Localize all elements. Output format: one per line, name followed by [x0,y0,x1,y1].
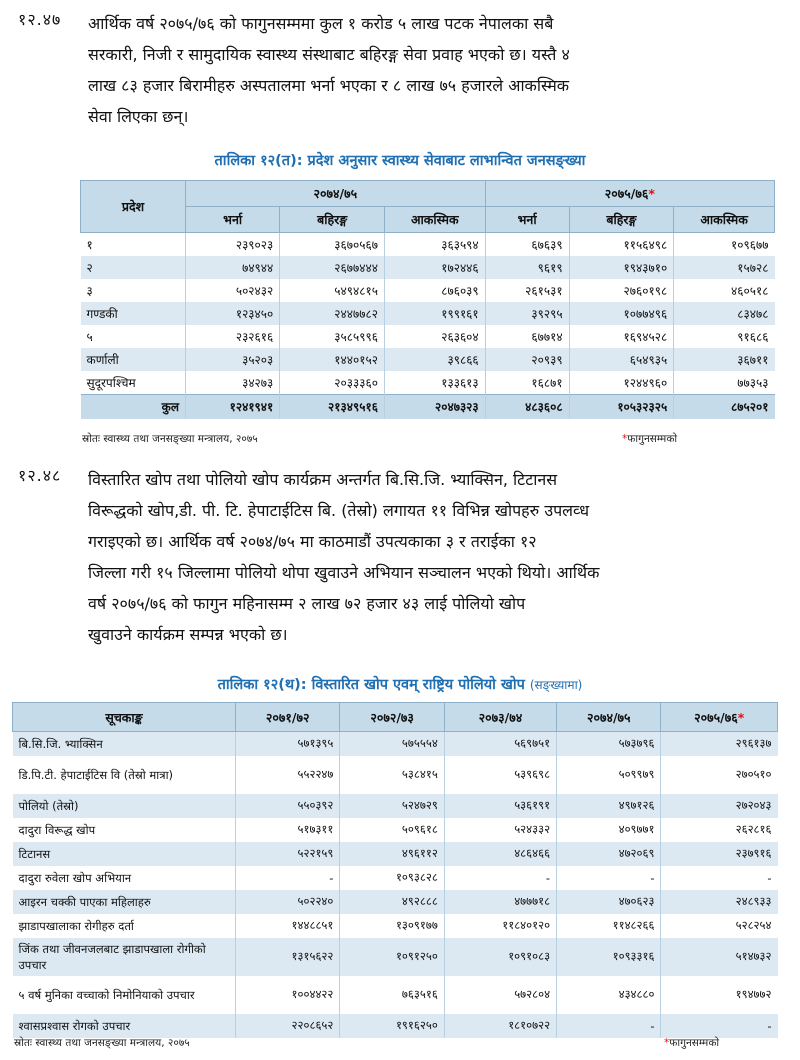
col-header: २०७४/७५ [557,703,661,732]
table-row [13,938,778,976]
table-cell: २७०५१० [661,756,778,794]
table-cell: १५७२८ [674,256,775,279]
table-cell: २६१५३१ [485,279,569,302]
table-cell: ४९६११२ [340,842,444,866]
year-label: २०७५/७६ [604,186,649,201]
table-cell: १०७७४९६ [569,302,674,325]
table-row [13,794,778,818]
col-header: २०७१/७२ [236,703,340,732]
table-row [81,302,775,325]
row-label: पोलियो (तेस्रो) [13,794,236,818]
table-cell: ८७६०३९ [384,279,485,302]
table-cell: ३५८५९९६ [280,325,385,348]
table-cell: ५२२१५९ [236,842,340,866]
caption-title: तालिका १२(थ): विस्तारित खोप एवम् राष्ट्रिय पोलियो खोप [217,677,525,693]
table-row [81,233,775,257]
row-label: १ [86,238,93,252]
table-row [13,756,778,794]
table-cell: १२४४९६० [569,371,674,395]
row-label: दादुरा विरूद्ध खोप [18,822,96,837]
table2 [12,702,778,1038]
paragraph-number: १२.४७ [18,10,62,29]
table-cell: २३९०२३ [186,233,280,257]
paragraph-12-47 [18,8,778,132]
table-row [13,818,778,842]
asterisk-mark: * [737,709,745,725]
table-cell: ४७०६२३ [557,890,661,914]
table-cell: - [236,866,340,890]
table-cell: ५०९६१८ [340,818,444,842]
table-cell: १०९१०८३ [444,938,556,976]
total-cell: ८७५२०१ [674,395,775,419]
table2-note: *फागुनसम्मको [664,1037,720,1049]
table-cell: २२०८६५२ [236,1014,340,1038]
table1-body [81,233,775,419]
row-label: गण्डकी [81,302,186,325]
table-row [81,279,775,302]
table-row [81,325,775,348]
table-cell: - [557,1014,661,1038]
table-cell: ५३६१९१ [444,794,556,818]
col-header: २०७३/७४ [444,703,556,732]
table-cell: ५५२२४७ [236,756,340,794]
table-cell: १०९६७७ [674,233,775,257]
table1-note: *फागुनसम्मको [622,433,678,445]
table-cell: ७७३५३ [674,371,775,395]
table-cell: १९९१६१ [384,302,485,325]
table1-source: स्रोतः स्वास्थ्य तथा जनसङ्ख्या मन्त्रालय, २०७५ [82,433,258,445]
table-cell: १३३६१३ [384,371,485,395]
row-label: सुदूरपश्चिम [86,376,136,390]
table-cell: ४९७१२६ [557,794,661,818]
table-cell: २४८९३३ [661,890,778,914]
table-cell: २६२८१६ [661,818,778,842]
table-cell: १६९४५२८ [569,325,674,348]
table-cell: १८१०७२२ [444,1014,556,1038]
table-cell: ९१६८६ [674,325,775,348]
paragraph-line: वर्ष २०७५/७६ को फागुन महिनासम्म २ लाख ७२ हजार ४३ लाई पोलियो खोप [88,594,526,613]
row-label: श्वासप्रश्वास रोगको उपचार [13,1014,236,1038]
table-cell: ५२४७२९ [340,794,444,818]
paragraph-line: गराइएको छ। आर्थिक वर्ष २०७४/७५ मा काठमाडौं उपत्यकाका ३ र तराईका १२ [88,532,537,551]
table-cell: १९४७७२ [661,976,778,1014]
table2-caption [0,674,800,694]
total-cell: २१३४९५१६ [280,395,385,419]
table-cell: १०९१२५० [340,938,444,976]
table-cell: ५०२२४० [236,890,340,914]
table-cell: ५७१३९५ [236,732,340,756]
table-cell: १२३४५० [186,302,280,325]
table1 [80,180,775,419]
table1-year2-header [485,181,774,207]
table-cell: २७२०४३ [661,794,778,818]
year-label: २०७५/७६ [694,709,738,725]
table-cell: - [661,1014,778,1038]
paragraph-line: विरूद्धको खोप,डी. पी. टि. हेपाटाईटिस बि. (तेस्रो) लगायत ११ विभिन्न खोपहरु उपलव्ध [88,501,590,520]
total-cell: २०४७३२३ [384,395,485,419]
paragraph-line: लाख ८३ हजार बिरामीहरु अस्पतालमा भर्ना भएका र ८ लाख ७५ हजारले आकस्मिक [88,76,570,95]
paragraph-number: १२.४८ [18,466,62,485]
table-cell: १९१६२५० [340,1014,444,1038]
table-total-row [81,395,775,419]
table-cell: ५३८४१५ [340,756,444,794]
col-header [661,703,778,732]
table-cell: ४०९७७१ [557,818,661,842]
table-cell: ६७६३९ [485,233,569,257]
row-label: बि.सि.जि. भ्याक्सिन [13,732,236,756]
paragraph-line: विस्तारित खोप तथा पोलियो खोप कार्यक्रम अन्तर्गत बि.सि.जि. भ्याक्सिन, टिटानस [88,470,558,489]
table-row [13,842,778,866]
col-header: बहिरङ्ग [569,207,674,233]
table-cell: ६७७१४ [485,325,569,348]
table1-row-header: प्रदेश [81,181,186,233]
table-cell: ३९८६६ [384,348,485,371]
table-row [13,732,778,756]
table2-body [13,732,778,1038]
row-label: आइरन चक्की पाएका महिलाहरु [13,890,236,914]
table-cell: ४७२०६९ [557,842,661,866]
paragraph-12-48 [18,464,778,650]
table-cell: ११५६४९८ [569,233,674,257]
table1-caption: तालिका १२(त): प्रदेश अनुसार स्वास्थ्य सेवाबाट लाभान्वित जनसङ्ख्या [214,153,586,169]
table-cell: ६५४९३५ [569,348,674,371]
row-label: ३ [86,284,93,298]
table-cell: १९४३७१० [569,256,674,279]
table-row [13,914,778,938]
row-label: डि.पि.टी. हेपाटाईटिस वि (तेस्रो मात्रा) [18,767,174,782]
table-cell: ५०२४३२ [186,279,280,302]
table-cell: - [557,866,661,890]
total-label: कुल [81,395,186,419]
table-cell: ३५२०३ [186,348,280,371]
table-cell: ५७२८०४ [444,976,556,1014]
table-cell: ४७७७१८ [444,890,556,914]
table-cell: ४९२८८८ [340,890,444,914]
table-cell: १३१५६२२ [236,938,340,976]
table-cell: ५२४३३२ [444,818,556,842]
note-text: फागुनसम्मको [669,1037,720,1049]
col-header: भर्ना [485,207,569,233]
col-header: सूचकाङ्क [13,703,236,732]
table-cell: ५१७३११ [236,818,340,842]
row-label: झाडापखालाका रोगीहरु दर्ता [18,918,134,933]
total-cell: ४८३६०८ [485,395,569,419]
table-cell: ३६३५९४ [384,233,485,257]
table-cell: २९६१३७ [661,732,778,756]
table-cell: ३६७११ [674,348,775,371]
paragraph-line: सरकारी, निजी र सामुदायिक स्वास्थ्य संस्थाबाट बहिरङ्ग सेवा प्रवाह भएको छ। यस्तै ४ [88,45,570,64]
table-cell: ७४९४४ [186,256,280,279]
total-cell: १०५३२३२५ [569,395,674,419]
caption-unit: (सङ्ख्यामा) [529,678,583,692]
table-cell: ५४९४८१५ [280,279,385,302]
paragraph-text [88,8,778,132]
table-cell: ३९२९५ [485,302,569,325]
table-cell: १६८७१ [485,371,569,395]
table-cell: १४४८८५१ [236,914,340,938]
table-row [81,348,775,371]
table-row [81,256,775,279]
table-cell: ४८६४६६ [444,842,556,866]
table-cell: १७२४४६ [384,256,485,279]
table-cell: २४४७७८२ [280,302,385,325]
row-label: दादुरा रुवेला खोप अभियान [18,870,132,885]
total-cell: १२४१९४१ [186,395,280,419]
table-cell: ३४२७३ [186,371,280,395]
table-cell: ५२८२५४ [661,914,778,938]
paragraph-line: खुवाउने कार्यक्रम सम्पन्न भएको छ। [88,625,288,644]
asterisk-mark: * [648,186,655,201]
paragraph-text [88,464,778,650]
row-label: कर्णाली [81,348,186,371]
table-cell: २०९३९ [485,348,569,371]
table-cell: २६७७४४४ [280,256,385,279]
table-row [13,890,778,914]
table-cell: १३०९१७७ [340,914,444,938]
table-cell: - [444,866,556,890]
table-cell: २०३३३६० [280,371,385,395]
row-label: २ [81,256,186,279]
table-cell: १४४०१५२ [280,348,385,371]
table-cell: ५७३७९६ [557,732,661,756]
table-row [13,976,778,1014]
table-cell: - [661,866,778,890]
col-header: २०७२/७३ [340,703,444,732]
table-cell: ७६३५१६ [340,976,444,1014]
paragraph-line: सेवा लिएका छन्। [88,107,189,126]
col-header: आकस्मिक [674,207,775,233]
table-row [13,866,778,890]
table1-year1-header: २०७४/७५ [186,181,486,207]
table-cell: ५०९९७९ [557,756,661,794]
table-cell: ५३९६९८ [444,756,556,794]
table-cell: २३२६१६ [186,325,280,348]
table-cell: ५५०३९२ [236,794,340,818]
col-header: आकस्मिक [384,207,485,233]
table-cell: ४६०५१८ [674,279,775,302]
row-label: टिटानस [13,842,236,866]
table-cell: १०९३८२८ [340,866,444,890]
row-label: ५ [86,330,93,344]
table-cell: ११४८२६६ [557,914,661,938]
row-label: जिंक तथा जीवनजलबाट झाडापखाला रोगीको उपचार [13,938,236,976]
table-cell: ५७५५५४ [340,732,444,756]
table-cell: ५१४७३२ [661,938,778,976]
table-cell: १००४४२२ [236,976,340,1014]
note-text: फागुनसम्मको [627,433,678,445]
table-cell: २६३६०४ [384,325,485,348]
table-cell: ११८४०१२० [444,914,556,938]
table-row [13,1014,778,1038]
table-row [81,371,775,395]
table-cell: ४३४८८० [557,976,661,1014]
col-header: भर्ना [186,207,280,233]
paragraph-line: आर्थिक वर्ष २०७५/७६ को फागुनसम्ममा कुल १ करोड ५ लाख पटक नेपालका सबै [88,14,554,33]
table-cell: २३७९१६ [661,842,778,866]
table-cell: २७६०१९८ [569,279,674,302]
col-header: बहिरङ्ग [280,207,385,233]
table-cell: ९६१९ [485,256,569,279]
table-cell: ५६९७५१ [444,732,556,756]
row-label: ५ वर्ष मुनिका वच्चाको निमोनियाको उपचार [18,987,195,1002]
table-cell: ८३४७८ [674,302,775,325]
paragraph-line: जिल्ला गरी १५ जिल्लामा पोलियो थोपा खुवाउने अभियान सञ्चालन भएको थियो। आर्थिक [88,563,600,582]
table2-source: स्रोतः स्वास्थ्य तथा जनसङ्ख्या मन्त्रालय, २०७५ [14,1037,190,1049]
table-cell: १०९३३१६ [557,938,661,976]
table-cell: ३६७०५६७ [280,233,385,257]
